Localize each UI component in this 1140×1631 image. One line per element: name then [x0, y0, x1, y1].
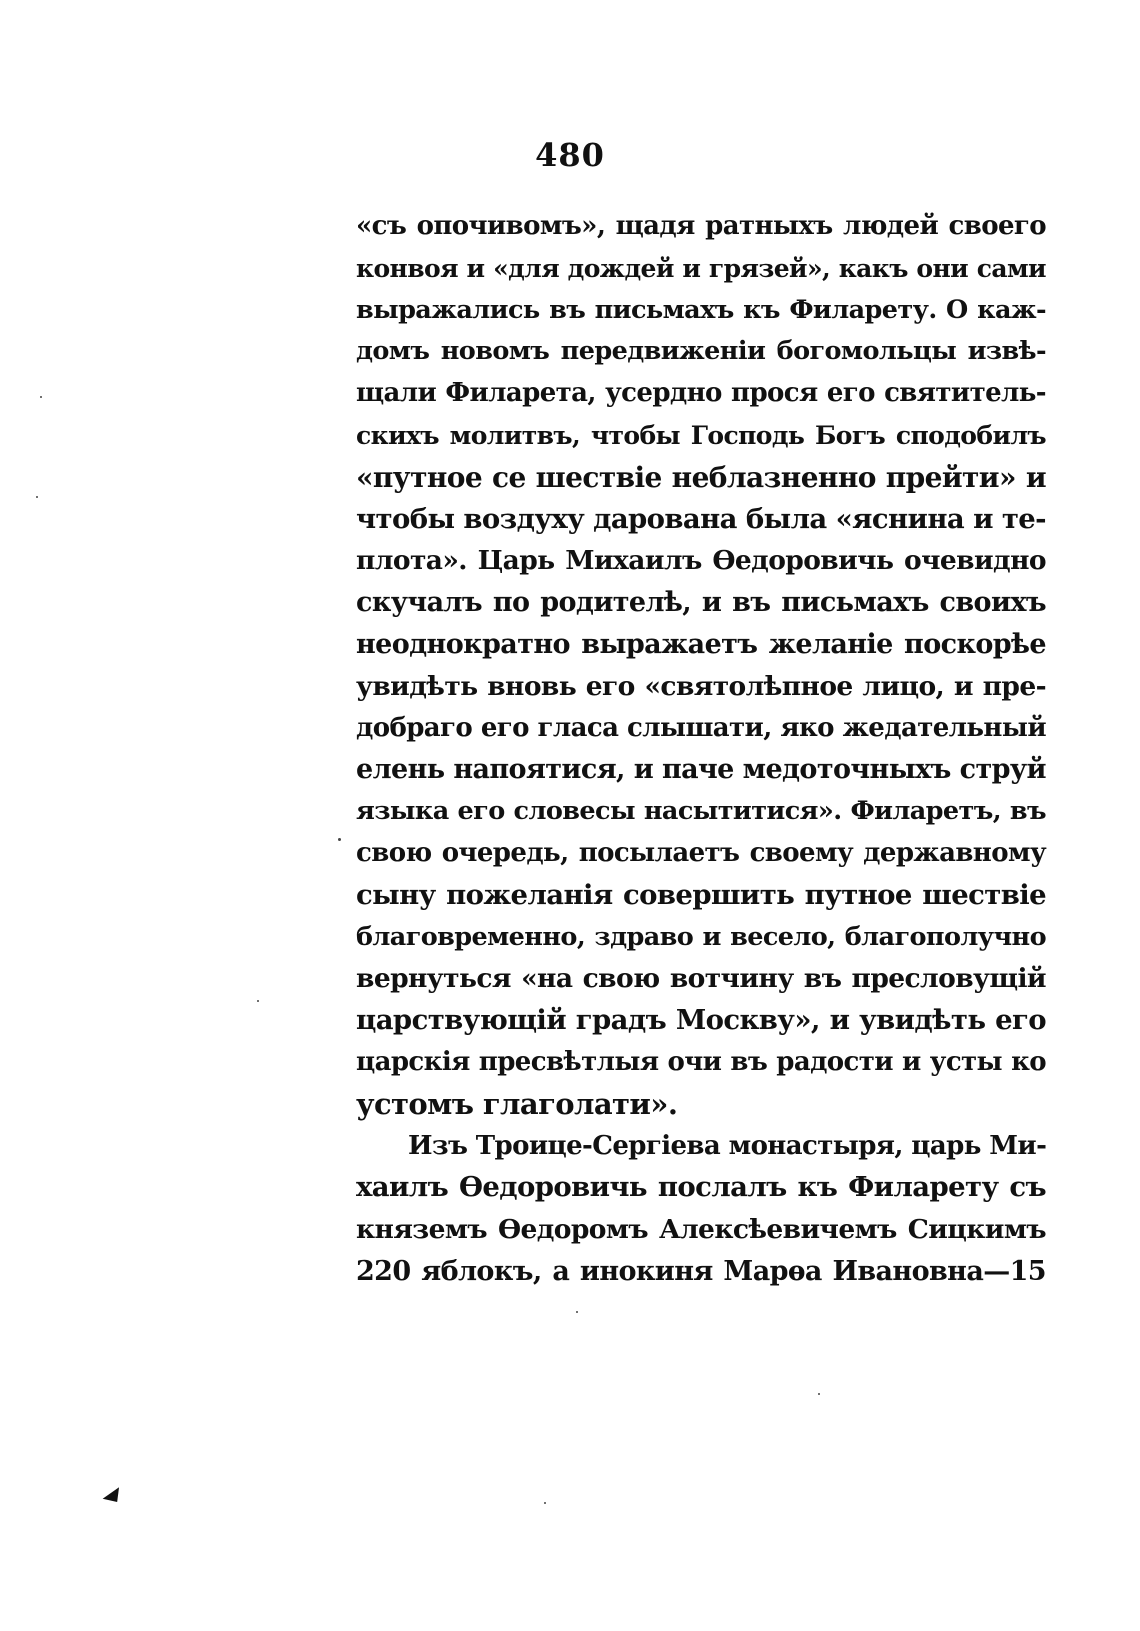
text-line: Изъ Троице-Сергіева монастыря, царь Ми-	[408, 1130, 1047, 1161]
text-line: увидѣть вновь его «святолѣпное лицо, и пре-	[356, 670, 1046, 702]
text-line: неоднократно выражаетъ желаніе поскорѣе	[356, 628, 1046, 660]
text-line: скихъ молитвъ, чтобы Господь Богъ сподобилъ	[356, 420, 1046, 450]
text-line: устомъ глаголати».	[356, 1086, 678, 1121]
text-line: царскія пресвѣтлыя очи въ радости и усты ко	[356, 1046, 1046, 1077]
paragraph-2	[356, 1126, 1046, 1293]
text-line: сыну пожеланія совершить путное шествіе	[356, 878, 1046, 911]
text-line: 220 яблокъ, а инокиня Марѳа Ивановна—15	[356, 1255, 1046, 1287]
text-line: княземъ Ѳедоромъ Алексѣевичемъ Сицкимъ	[356, 1214, 1046, 1246]
text-line: свою очередь, посылаетъ своему державному	[356, 837, 1046, 868]
text-line: елень напоятися, и паче медоточныхъ струй	[356, 754, 1046, 786]
text-line: плота». Царь Михаилъ Ѳедоровичь очевидно	[356, 545, 1046, 577]
scan-speck	[40, 396, 42, 398]
text-line: царствующій градъ Москву», и увидѣть его	[356, 1004, 1046, 1037]
scan-speck	[576, 1311, 578, 1313]
text-line: хаилъ Ѳедоровичь послалъ къ Филарету съ	[356, 1171, 1046, 1204]
scan-speck	[544, 1502, 546, 1504]
text-line: вернуться «на свою вотчину въ пресловущій	[356, 963, 1046, 995]
margin-mark	[103, 1487, 126, 1507]
text-line: «путное се шествіе неблазненно прейти» и	[356, 460, 1046, 494]
text-line: щали Филарета, усердно прося его святитель-	[356, 378, 1046, 409]
text-line: конвоя и «для дождей и грязей», какъ они сами	[356, 253, 1046, 283]
text-line: домъ новомъ передвиженіи богомольцы извѣ-	[356, 336, 1046, 367]
scan-speck	[257, 1000, 259, 1002]
scan-speck	[338, 838, 341, 841]
text-line: «съ опочивомъ», щадя ратныхъ людей своего	[356, 211, 1046, 241]
scan-speck	[818, 1393, 820, 1395]
scan-speck	[36, 496, 38, 498]
text-line: добраго его гласа слышати, яко жедательный	[356, 712, 1046, 743]
text-line: выражались въ письмахъ къ Филарету. О каж-	[356, 294, 1046, 325]
page-number: 480	[535, 136, 605, 174]
paragraph-1	[356, 206, 1046, 1126]
text-line: скучалъ по родителѣ, и въ письмахъ своихъ	[356, 587, 1046, 619]
text-line: чтобы воздуху дарована была «яснина и те-	[356, 502, 1046, 535]
text-line: языка его словесы насытитися». Филаретъ, въ	[356, 796, 1046, 827]
text-line: благовременно, здраво и весело, благополучно	[356, 921, 1046, 952]
body-text	[356, 206, 1046, 1293]
